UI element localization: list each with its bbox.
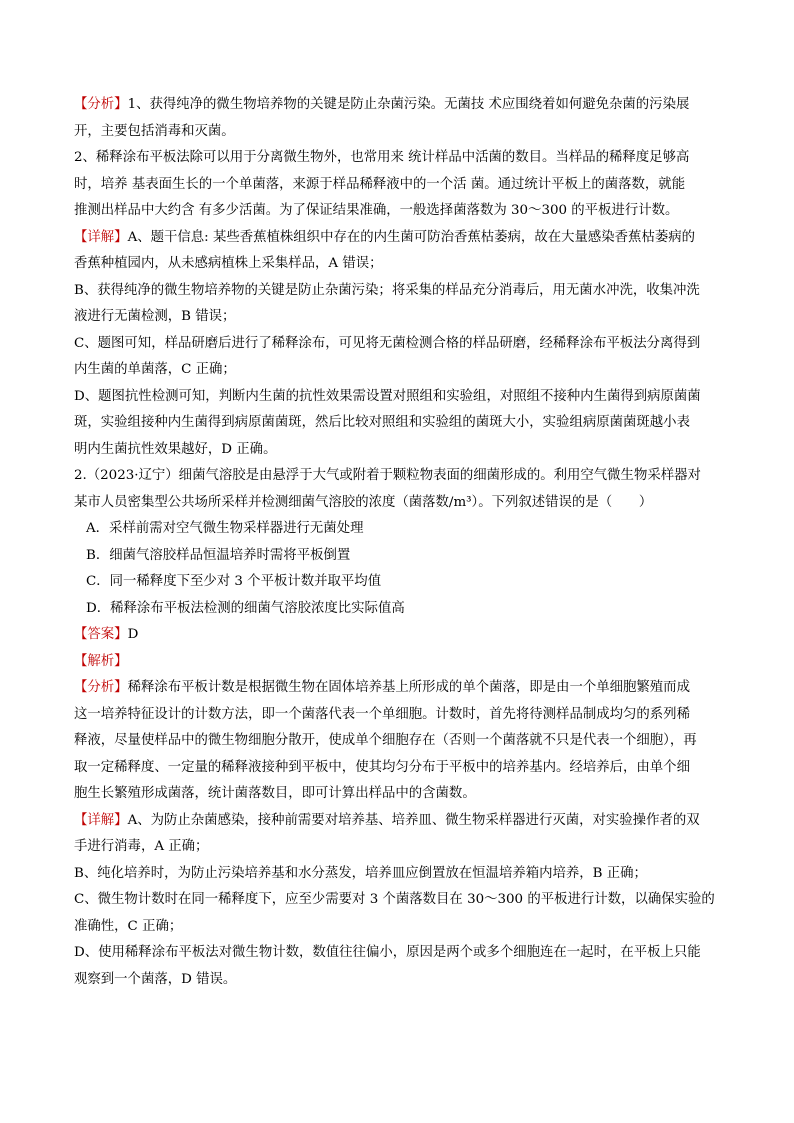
analysis-text: 这一培养特征设计的计数方法，即一个菌落代表一个单细胞。计数时，首先将待测样品制成均匀的系列稀 — [74, 706, 690, 722]
analysis-line — [74, 675, 720, 702]
analysis-text: 开，主要包括消毒和灭菌。 — [74, 123, 235, 139]
detail-line — [74, 304, 720, 331]
detail-line — [74, 384, 720, 411]
detail-line — [74, 967, 720, 994]
detail-text: B、纯化培养时，为防止污染培养基和水分蒸发，培养皿应倒置放在恒温培养箱内培养，B 正确； — [74, 865, 647, 881]
option-c: C．同一稀释度下至少对 3 个平板计数并取平均值 — [86, 574, 382, 589]
analysis-text: 稀释涂布平板计数是根据微生物在固体培养基上所形成的单个菌落，即是由一个单细胞繁殖而成 — [127, 680, 690, 695]
detail-line — [74, 887, 720, 914]
detail-text: 准确性，C 正确； — [74, 918, 183, 934]
detail-text: 香蕉种植园内，从未感病植株上采集样品，A 错误； — [74, 256, 383, 271]
detail-tag: 【详解】 — [74, 229, 128, 245]
detail-text: 斑，实验组接种内生菌得到病原菌菌斑，然后比较对照组和实验组的菌斑大小，实验组病原菌菌斑越小表 — [74, 415, 690, 430]
question-text: 2.（2023·辽宁）细菌气溶胶是由悬浮于大气或附着于颗粒物表面的细菌形成的。利用空气微生物采样器对 — [74, 468, 701, 483]
detail-line — [74, 331, 720, 358]
detail-text: 手进行消毒，A 正确； — [74, 839, 209, 854]
question-stem — [74, 490, 720, 517]
detail-line — [74, 808, 720, 835]
detail-text: A、题干信息: 某些香蕉植株组织中存在的内生菌可防治香蕉枯萎病，故在大量感染香蕉枯萎病的 — [127, 229, 696, 245]
analysis-text: 时，培养 基表面生长的一个单菌落，来源于样品稀释液中的一个活 菌。通过统计平板上的菌落数，就能 — [74, 176, 686, 192]
analysis-text: 推测出样品中大约含 有多少活菌。为了保证结果准确，一般选择菌落数为 30～300 的平板进行计数。 — [74, 203, 679, 218]
option-a: A．采样前需对空气微生物采样器进行无菌处理 — [86, 521, 364, 536]
detail-line — [74, 410, 720, 437]
detail-tag: 【详解】 — [74, 812, 128, 828]
analysis-line — [74, 781, 720, 808]
option-b: B．细菌气溶胶样品恒温培养时需将平板倒置 — [86, 547, 351, 563]
analysis-line — [74, 119, 720, 146]
answer-value: D — [127, 627, 139, 642]
explanation-heading — [74, 649, 720, 676]
detail-line — [74, 861, 720, 888]
option-d: D．稀释涂布平板法检测的细菌气溶胶浓度比实际值高 — [86, 600, 405, 616]
answer-tag: 【答案】 — [74, 627, 128, 642]
detail-line — [74, 251, 720, 278]
detail-line — [74, 914, 720, 941]
detail-text: 观察到一个菌落，D 错误。 — [74, 971, 237, 987]
detail-line — [74, 225, 720, 252]
detail-text: 明内生菌抗性效果越好，D 正确。 — [74, 441, 277, 457]
analysis-text: 胞生长繁殖形成菌落，统计菌落数目，即可计算出样品中的含菌数。 — [74, 786, 476, 801]
analysis-line — [74, 755, 720, 782]
analysis-text: 释液，尽量使样品中的微生物细胞分散开，使成单个细胞存在（否则一个菌落就不只是代表一个细胞），再 — [74, 733, 697, 748]
detail-text: B、获得纯净的微生物培养物的关键是防止杂菌污染；将采集的样品充分消毒后，用无菌水冲洗，收集冲洗 — [74, 282, 700, 298]
detail-text: D、使用稀释涂布平板法对微生物计数，数值往往偏小，原因是两个或多个细胞连在一起时，在平板上只能 — [74, 945, 701, 960]
analysis-text: 1、获得纯净的微生物培养物的关键是防止杂菌污染。无菌技 术应围绕着如何避免杂菌的污染展 — [127, 97, 690, 112]
analysis-line — [74, 198, 720, 225]
analysis-tag: 【分析】 — [74, 680, 128, 695]
analysis-text: 2、稀释涂布平板法除可以用于分离微生物外，也常用来 统计样品中活菌的数目。当样品的稀释度足够高 — [74, 150, 690, 165]
detail-text: C、微生物计数时在同一稀释度下，应至少需要对 3 个菌落数目在 30～300 的平板进行计数，以确保实验的 — [74, 892, 715, 907]
detail-text: 液进行无菌检测，B 错误； — [74, 309, 236, 324]
document-content — [74, 92, 720, 993]
analysis-line — [74, 728, 720, 755]
question-text: 某市人员密集型公共场所采样并检测细菌气溶胶的浓度（菌落数/m³）。下列叙述错误的是（ ） — [74, 494, 653, 510]
explanation-tag: 【解析】 — [74, 653, 128, 669]
analysis-tag: 【分析】 — [74, 97, 128, 112]
detail-text: D、题图抗性检测可知，判断内生菌的抗性效果需设置对照组和实验组，对照组不接种内生菌得到病原菌菌 — [74, 388, 701, 404]
detail-text: A、为防止杂菌感染，接种前需要对培养基、培养皿、微生物采样器进行灭菌，对实验操作者的双 — [127, 812, 700, 828]
detail-text: C、题图可知，样品研磨后进行了稀释涂布，可见将无菌检测合格的样品研磨，经稀释涂布平板法分离得到 — [74, 335, 701, 351]
analysis-line — [74, 92, 720, 119]
detail-line — [74, 834, 720, 861]
analysis-line — [74, 145, 720, 172]
detail-text: 内生菌的单菌落，C 正确； — [74, 362, 236, 377]
analysis-line — [74, 172, 720, 199]
detail-line — [74, 437, 720, 464]
detail-line — [74, 940, 720, 967]
question-stem — [74, 463, 720, 490]
answer-line — [74, 622, 720, 649]
analysis-text: 取一定稀释度、一定量的稀释液接种到平板中，使其均匀分布于平板中的培养基内。经培养后，由单个细 — [74, 759, 690, 775]
detail-line — [74, 278, 720, 305]
analysis-line — [74, 702, 720, 729]
detail-line — [74, 357, 720, 384]
